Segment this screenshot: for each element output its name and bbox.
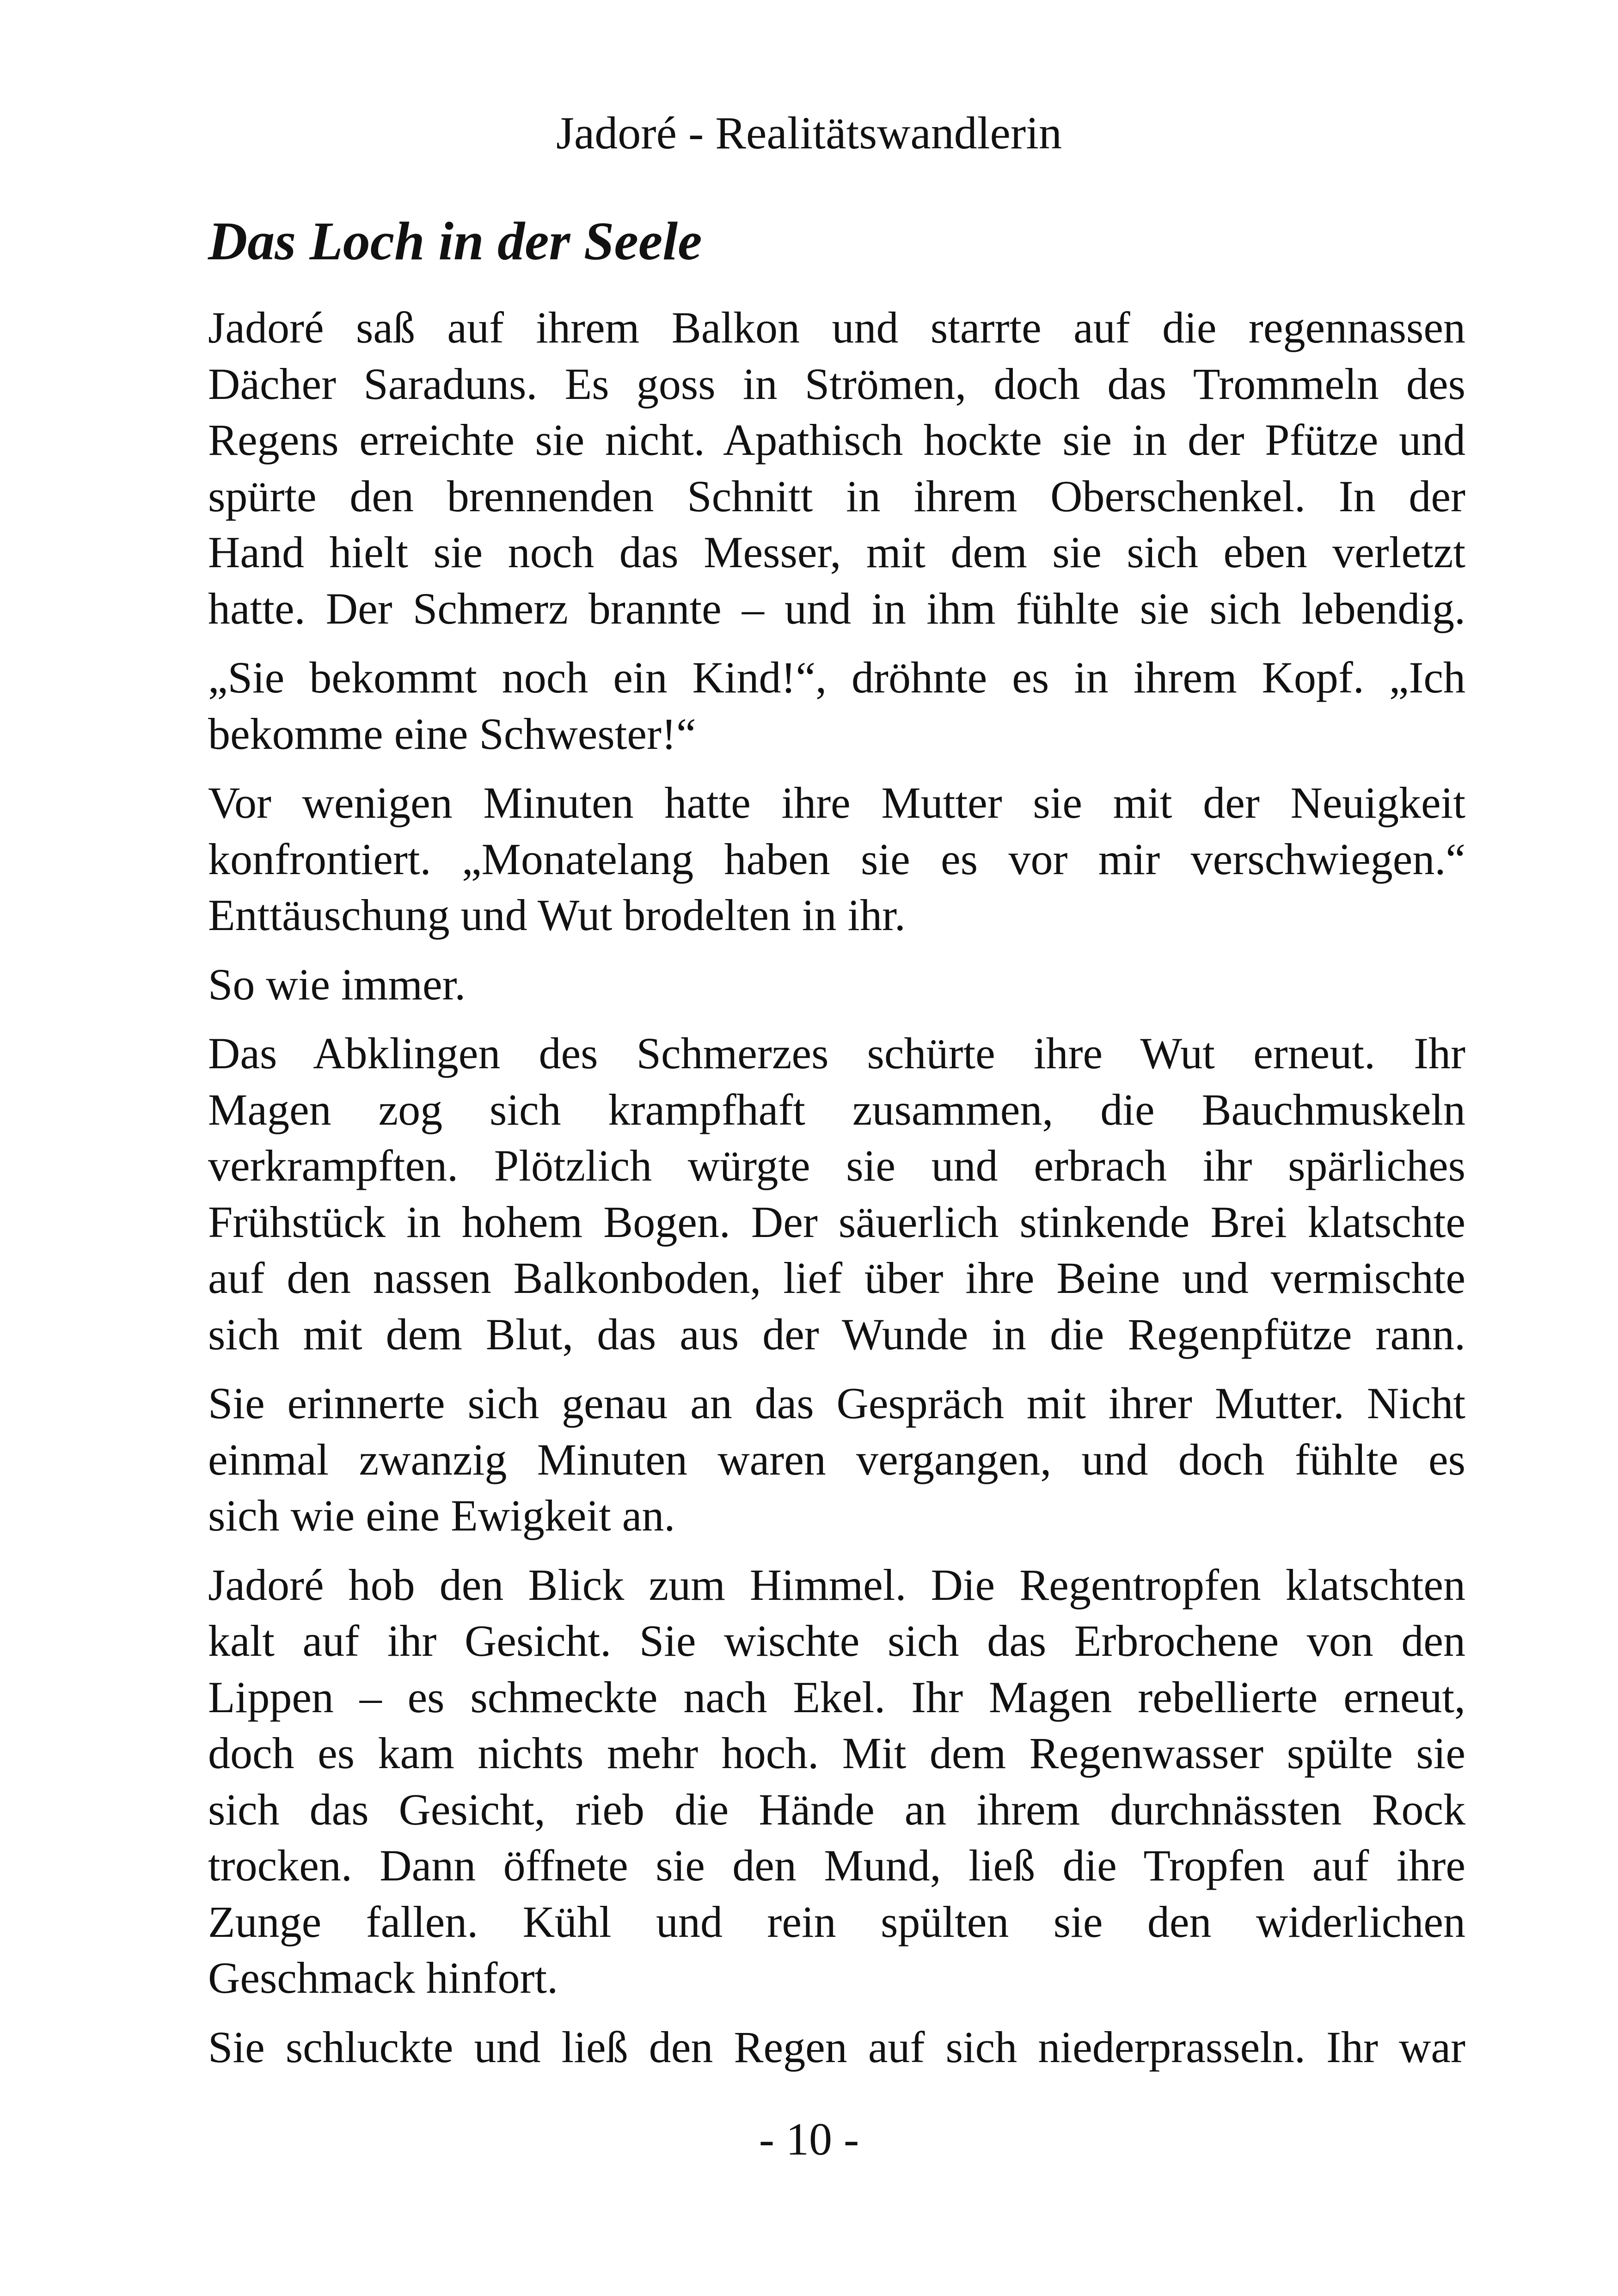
text-line: Magen zog sich krampfhaft zusammen, die Bauchmuskeln <box>208 1084 1465 1134</box>
text-line: konfrontiert. „Monatelang haben sie es vor mir verschwiegen.“ <box>208 834 1465 884</box>
text-line: einmal zwanzig Minuten waren vergangen, und doch fühlte es <box>208 1434 1465 1484</box>
paragraph <box>208 2019 1465 2076</box>
text-line: verkrampften. Plötzlich würgte sie und erbrach ihr spärliches <box>208 1141 1465 1190</box>
paragraph <box>208 649 1465 762</box>
text-line: spürte den brennenden Schnitt in ihrem Oberschenkel. In der <box>208 471 1465 521</box>
text-line: sich mit dem Blut, das aus der Wunde in die Regenpfütze rann. <box>208 1309 1465 1359</box>
paragraph <box>208 1375 1465 1544</box>
text-line: Dächer Saraduns. Es goss in Strömen, doch das Trommeln des <box>208 359 1465 409</box>
paragraph <box>208 1557 1465 2006</box>
text-line: bekomme eine Schwester!“ <box>208 709 696 759</box>
text-line: So wie immer. <box>208 959 466 1009</box>
paragraph <box>208 775 1465 943</box>
text-line: Frühstück in hohem Bogen. Der säuerlich stinkende Brei klatschte <box>208 1197 1465 1247</box>
paragraph <box>208 1025 1465 1362</box>
text-line: doch es kam nichts mehr hoch. Mit dem Regenwasser spülte sie <box>208 1728 1465 1778</box>
text-line: Sie erinnerte sich genau an das Gespräch mit ihrer Mutter. Nicht <box>208 1378 1465 1428</box>
text-line: hatte. Der Schmerz brannte – und in ihm fühlte sie sich lebendig. <box>208 583 1465 633</box>
text-line: Jadoré saß auf ihrem Balkon und starrte auf die regennassen <box>208 303 1465 352</box>
text-line: Jadoré hob den Blick zum Himmel. Die Regentropfen klatschten <box>208 1560 1465 1610</box>
text-line: trocken. Dann öffnete sie den Mund, ließ die Tropfen auf ihre <box>208 1841 1465 1890</box>
running-header: Jadoré - Realitätswandlerin <box>556 107 1062 159</box>
text-line: Geschmack hinfort. <box>208 1953 558 2002</box>
paragraph <box>208 956 1465 1013</box>
text-line: auf den nassen Balkonboden, lief über ihre Beine und vermischte <box>208 1253 1465 1303</box>
text-line: „Sie bekommt noch ein Kind!“, dröhnte es in ihrem Kopf. „Ich <box>208 653 1465 702</box>
text-line: Vor wenigen Minuten hatte ihre Mutter sie mit der Neuigkeit <box>208 778 1465 827</box>
text-line: Regens erreichte sie nicht. Apathisch hockte sie in der Pfütze und <box>208 415 1465 465</box>
chapter-body <box>208 300 1465 2088</box>
text-line: kalt auf ihr Gesicht. Sie wischte sich das Erbrochene von den <box>208 1616 1465 1665</box>
text-line: sich das Gesicht, rieb die Hände an ihrem durchnässten Rock <box>208 1784 1465 1834</box>
paragraph <box>208 300 1465 637</box>
chapter-title: Das Loch in der Seele <box>208 211 702 271</box>
text-line: Enttäuschung und Wut brodelten in ihr. <box>208 890 906 940</box>
text-line: Das Abklingen des Schmerzes schürte ihre Wut erneut. Ihr <box>208 1029 1465 1078</box>
text-line: Sie schluckte und ließ den Regen auf sich niederprasseln. Ihr war <box>208 2022 1465 2072</box>
text-line: sich wie eine Ewigkeit an. <box>208 1491 675 1540</box>
text-line: Lippen – es schmeckte nach Ekel. Ihr Magen rebellierte erneut, <box>208 1672 1465 1722</box>
text-line: Zunge fallen. Kühl und rein spülten sie den widerlichen <box>208 1897 1465 1947</box>
text-line: Hand hielt sie noch das Messer, mit dem sie sich eben verletzt <box>208 527 1465 577</box>
page-number: - 10 - <box>759 2113 859 2165</box>
